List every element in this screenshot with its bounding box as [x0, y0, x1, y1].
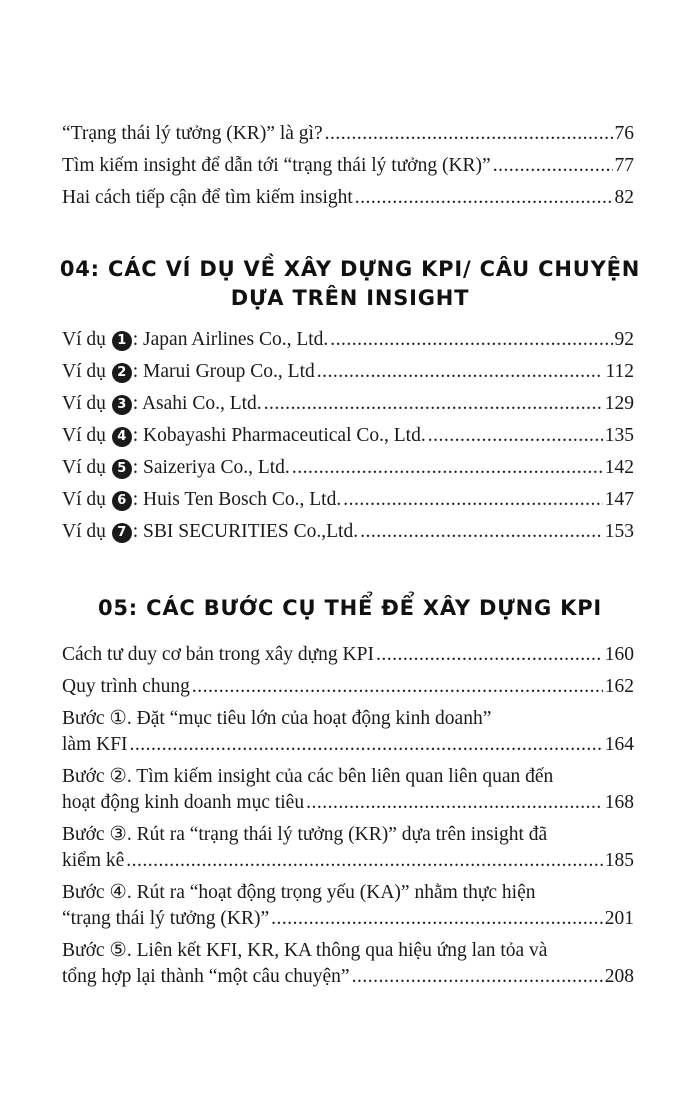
toc-entry-multiline	[62, 765, 634, 823]
toc-entry-page: 153	[604, 521, 634, 542]
toc-entry-title: Tìm kiếm insight để dẫn tới “trạng thái lý tưởng (KR)”	[62, 155, 491, 176]
example-prefix: Ví dụ	[62, 425, 106, 446]
toc-entry-page: 168	[604, 792, 634, 813]
toc-entry-title-line1: Bước ③. Rút ra “trạng thái lý tưởng (KR)” dựa trên insight đã	[62, 824, 548, 845]
number-badge-icon: 3	[112, 395, 132, 415]
toc-entry-title: : Asahi Co., Ltd.	[132, 393, 262, 414]
toc-entry-title: Quy trình chung	[62, 676, 190, 697]
number-badge-icon: 2	[112, 363, 132, 383]
section-04-title-line2: DỰA TRÊN INSIGHT	[230, 286, 470, 310]
number-badge-icon: 1	[112, 331, 132, 351]
example-prefix: Ví dụ	[62, 521, 106, 542]
toc-entry-title-line2: làm KFI	[62, 734, 128, 755]
dot-leader	[271, 907, 603, 931]
example-prefix: Ví dụ	[62, 361, 106, 382]
section-05-title-line: 05: CÁC BƯỚC CỤ THỂ ĐỂ XÂY DỰNG KPI	[97, 596, 603, 620]
toc-entry	[62, 186, 634, 218]
example-prefix: Ví dụ	[62, 489, 106, 510]
section-04-title-line1: 04: CÁC VÍ DỤ VỀ XÂY DỰNG KPI/ CÂU CHUYỆN	[59, 257, 641, 281]
toc-entry-title-line1: Bước ⑤. Liên kết KFI, KR, KA thông qua hiệu ứng lan tỏa và	[62, 940, 548, 961]
toc-entry	[62, 488, 634, 520]
dot-leader	[317, 360, 604, 384]
number-badge-icon: 5	[112, 459, 132, 479]
number-badge-icon: 6	[112, 491, 132, 511]
number-badge-icon: 4	[112, 427, 132, 447]
dot-leader	[493, 154, 613, 178]
toc-entry-page: 147	[604, 489, 634, 510]
toc-entry	[62, 122, 634, 154]
dot-leader	[292, 456, 603, 480]
dot-leader	[264, 392, 603, 416]
example-prefix: Ví dụ	[62, 393, 106, 414]
section-05-title	[0, 594, 700, 623]
toc-entry-multiline	[62, 707, 634, 765]
toc-entry-title: : Kobayashi Pharmaceutical Co., Ltd.	[132, 425, 426, 446]
toc-entry-page: 201	[604, 908, 634, 929]
toc-entry-multiline	[62, 823, 634, 881]
dot-leader	[126, 849, 602, 873]
toc-entry-title: : SBI SECURITIES Co.,Ltd.	[132, 521, 359, 542]
toc-entry-page: 160	[604, 644, 634, 665]
example-prefix: Ví dụ	[62, 329, 106, 350]
toc-entry	[62, 643, 634, 675]
dot-leader	[330, 328, 612, 352]
dot-leader	[306, 791, 603, 815]
toc-entry-page: 129	[604, 393, 634, 414]
toc-chapter-03-continued	[62, 122, 634, 218]
toc-entry	[62, 456, 634, 488]
toc-entry-title-line1: Bước ①. Đặt “mục tiêu lớn của hoạt động kinh doanh”	[62, 708, 492, 729]
toc-entry	[62, 328, 634, 360]
dot-leader	[130, 733, 603, 757]
toc-entry	[62, 392, 634, 424]
toc-entry-page: 112	[605, 361, 634, 382]
section-04-title	[0, 255, 700, 313]
toc-entry-page: 92	[614, 329, 634, 350]
toc-entry-title-line1: Bước ②. Tìm kiếm insight của các bên liên quan liên quan đến	[62, 766, 554, 787]
toc-entry-page: 142	[604, 457, 634, 478]
dot-leader	[352, 965, 603, 989]
toc-entry-title: : Huis Ten Bosch Co., Ltd.	[132, 489, 342, 510]
dot-leader	[192, 675, 603, 699]
toc-entry-page: 164	[604, 734, 634, 755]
dot-leader	[360, 520, 603, 544]
toc-entry-page: 77	[614, 155, 634, 176]
toc-entry-page: 135	[604, 425, 634, 446]
toc-entry-title: Cách tư duy cơ bản trong xây dựng KPI	[62, 644, 374, 665]
toc-entry	[62, 675, 634, 707]
toc-entry-title: : Japan Airlines Co., Ltd.	[132, 329, 329, 350]
toc-entry-title: : Marui Group Co., Ltd	[132, 361, 315, 382]
toc-entry	[62, 424, 634, 456]
toc-section-04	[62, 328, 634, 552]
toc-entry-page: 76	[614, 123, 634, 144]
toc-entry-title-line2: tổng hợp lại thành “một câu chuyện”	[62, 966, 350, 987]
toc-entry	[62, 520, 634, 552]
toc-entry-page: 185	[604, 850, 634, 871]
toc-entry-title-line1: Bước ④. Rút ra “hoạt động trọng yếu (KA)” nhằm thực hiện	[62, 882, 536, 903]
example-prefix: Ví dụ	[62, 457, 106, 478]
dot-leader	[376, 643, 603, 667]
dot-leader	[325, 122, 613, 146]
toc-entry-title-line2: “trạng thái lý tưởng (KR)”	[62, 908, 270, 929]
toc-entry-title-line2: kiểm kê	[62, 850, 125, 871]
toc-entry-multiline	[62, 881, 634, 939]
toc-entry-title: : Saizeriya Co., Ltd.	[132, 457, 290, 478]
toc-entry-title: “Trạng thái lý tưởng (KR)” là gì?	[62, 123, 323, 144]
toc-entry	[62, 154, 634, 186]
toc-entry-title: Hai cách tiếp cận để tìm kiếm insight	[62, 187, 353, 208]
toc-entry	[62, 360, 634, 392]
toc-section-05	[62, 643, 634, 997]
dot-leader	[428, 424, 603, 448]
toc-entry-page: 208	[604, 966, 634, 987]
dot-leader	[355, 186, 613, 210]
toc-entry-page: 82	[614, 187, 634, 208]
number-badge-icon: 7	[112, 523, 132, 543]
toc-entry-page: 162	[604, 676, 634, 697]
toc-entry-multiline	[62, 939, 634, 997]
toc-entry-title-line2: hoạt động kinh doanh mục tiêu	[62, 792, 305, 813]
dot-leader	[343, 488, 603, 512]
